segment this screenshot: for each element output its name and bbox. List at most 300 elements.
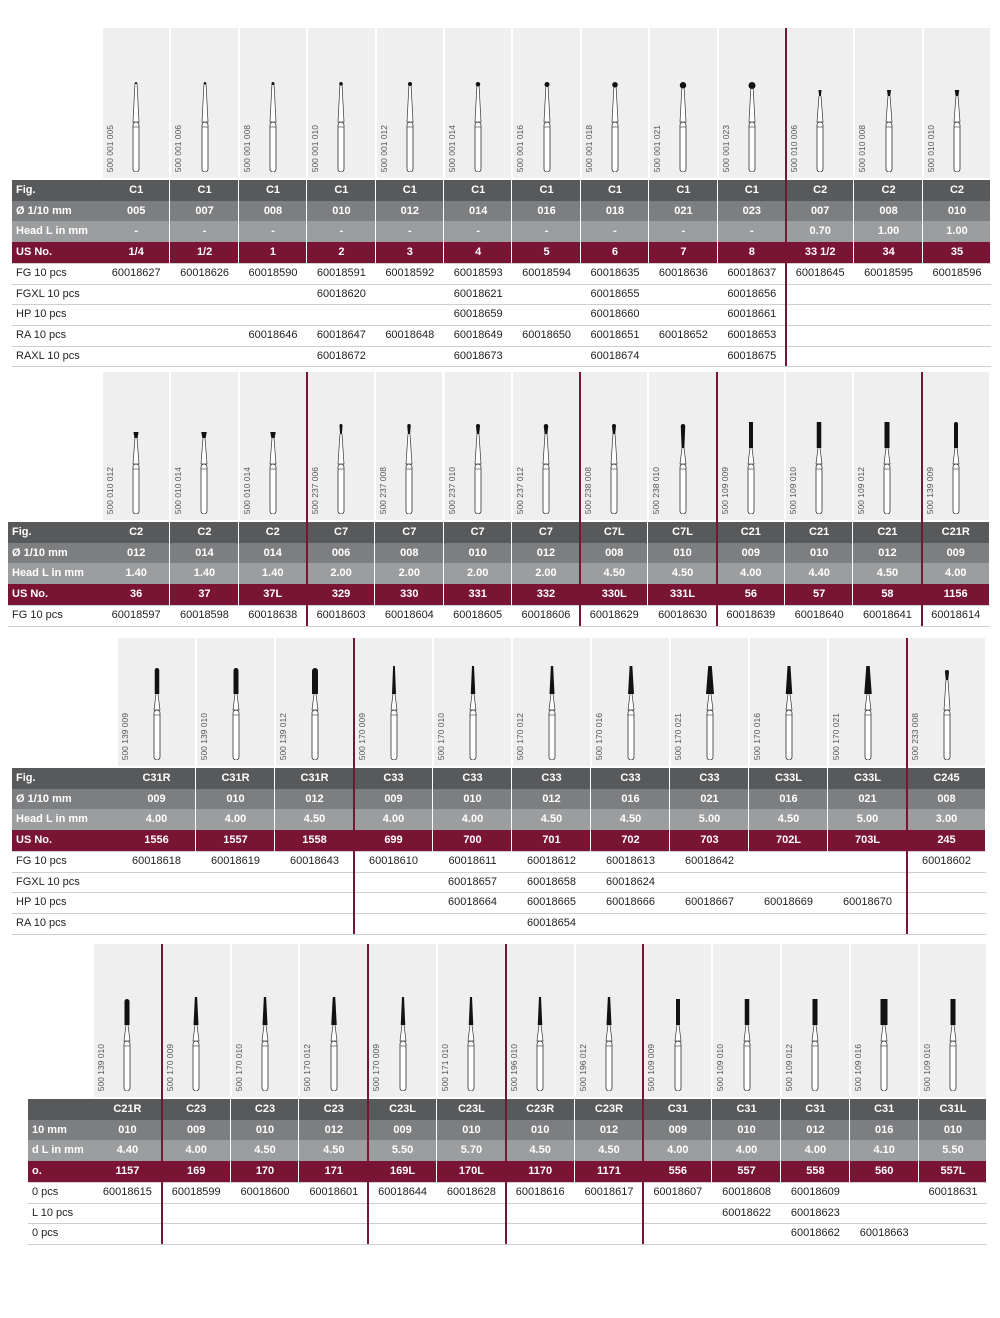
fig-value: C1	[607, 184, 623, 196]
fig-value: C33	[462, 772, 483, 784]
diameter-value: 008	[879, 204, 898, 217]
fig-label: Fig.	[16, 772, 36, 784]
fig-value: C7L	[603, 526, 625, 538]
diameter-value: 012	[599, 1123, 619, 1136]
article-number: 60018629	[589, 608, 639, 621]
article-number: 60018651	[590, 328, 640, 341]
product-column	[93, 944, 162, 1244]
bur-image	[445, 372, 511, 520]
package-label: RAXL 10 pcs	[16, 349, 80, 362]
article-number	[437, 1203, 506, 1224]
diameter-value: 010	[737, 1123, 756, 1136]
article-number	[907, 872, 986, 893]
diameter-value: 010	[255, 1123, 275, 1136]
bur-icon	[599, 971, 619, 1091]
article-code: 500 170 012	[302, 1043, 313, 1091]
us-number-value: 1556	[144, 834, 169, 847]
fig-value: C23L	[457, 1103, 485, 1115]
article-number: 60018618	[132, 854, 181, 867]
bur-image	[103, 372, 169, 520]
article-code: 500 170 021	[831, 712, 841, 760]
us-number-value: 700	[463, 834, 482, 847]
head-length-value: 5.50	[391, 1144, 414, 1157]
article-code: 500 170 016	[594, 712, 604, 760]
article-number: 60018654	[527, 916, 576, 929]
diameter-value: 016	[875, 1123, 894, 1136]
article-number	[670, 913, 749, 934]
head-length-value: -	[339, 225, 344, 238]
bur-image	[163, 944, 230, 1097]
article-number	[923, 346, 991, 367]
bur-icon	[468, 394, 488, 514]
us-number-value: 1/4	[128, 246, 144, 259]
head-length-label: Head L in mm	[12, 567, 84, 580]
article-number: 60018661	[727, 308, 777, 321]
package-label: FG 10 pcs	[16, 854, 67, 867]
bur-icon	[263, 52, 283, 172]
article-number	[828, 913, 907, 934]
diameter-value: 014	[195, 546, 214, 559]
bur-icon	[186, 971, 206, 1091]
package-label: L 10 pcs	[32, 1206, 74, 1219]
article-number	[575, 1203, 644, 1224]
diameter-value: 014	[469, 204, 488, 217]
article-number: 60018636	[658, 266, 708, 279]
head-length-value: 5.00	[856, 813, 879, 826]
article-number	[919, 1203, 988, 1224]
head-length-value: 2.00	[398, 567, 421, 580]
fig-value: C31R	[221, 772, 250, 784]
article-number: 60018621	[453, 287, 503, 300]
bur-image	[308, 28, 374, 178]
package-label: HP 10 pcs	[16, 308, 67, 321]
bur-image	[103, 28, 169, 178]
article-number	[231, 1223, 300, 1244]
article-number: 60018624	[606, 875, 655, 888]
article-code: 500 170 012	[515, 712, 525, 760]
article-number	[437, 1223, 506, 1244]
us-number-value: 557L	[940, 1165, 966, 1178]
article-code: 500 109 009	[646, 1043, 657, 1091]
us-number-label: o.	[32, 1165, 42, 1178]
article-code: 500 109 012	[784, 1043, 794, 1091]
article-number: 60018660	[590, 308, 640, 321]
fig-value: C33	[620, 772, 641, 784]
bur-icon	[858, 640, 878, 760]
diameter-value: 012	[305, 792, 324, 805]
fig-label: Fig.	[16, 184, 36, 196]
us-number-value: 331	[468, 588, 487, 601]
bur-image	[240, 28, 306, 178]
article-number: 60018628	[446, 1185, 496, 1198]
bur-image	[649, 372, 715, 520]
article-number	[117, 892, 196, 913]
article-code: 500 001 006	[173, 124, 184, 172]
article-number: 60018610	[369, 854, 418, 867]
article-code: 500 010 014	[241, 466, 252, 514]
fig-value: C31L	[939, 1103, 967, 1115]
head-length-value: 4.50	[323, 1144, 345, 1157]
article-number: 60018596	[932, 266, 982, 279]
bur-image	[376, 372, 442, 520]
diameter-value: 010	[943, 1123, 963, 1136]
article-code: 500 010 012	[105, 466, 115, 514]
article-number: 60018656	[727, 287, 777, 300]
us-number-value: 331L	[670, 588, 696, 601]
diameter-value: 010	[118, 1123, 137, 1136]
product-column	[437, 944, 506, 1244]
fig-value: C31	[874, 1103, 895, 1115]
diameter-value: 008	[263, 204, 283, 217]
product-column	[117, 638, 196, 934]
product-column	[749, 638, 828, 934]
article-number: 60018648	[385, 328, 435, 341]
article-number: 60018602	[922, 854, 971, 867]
diameter-value: 012	[536, 546, 556, 559]
bur-icon	[384, 640, 404, 760]
article-number: 60018665	[527, 896, 576, 909]
article-number	[786, 284, 854, 305]
article-number: 60018644	[378, 1185, 428, 1198]
bur-image	[908, 638, 985, 766]
head-length-value: -	[271, 225, 275, 238]
bur-icon	[542, 640, 562, 760]
us-number-value: 1/2	[196, 246, 213, 259]
bur-image	[718, 372, 784, 520]
head-length-value: -	[202, 225, 207, 238]
article-number	[376, 346, 444, 367]
bur-icon	[147, 640, 167, 760]
article-number: 60018672	[316, 349, 366, 362]
fig-label: Fig.	[12, 526, 32, 538]
us-number-value: 560	[875, 1165, 894, 1178]
us-number-value: 330L	[601, 588, 627, 601]
us-number-value: 1557	[223, 834, 248, 847]
article-number: 60018657	[448, 875, 497, 888]
head-length-value: -	[134, 225, 139, 238]
article-code: 500 139 010	[96, 1043, 106, 1091]
head-length-value: -	[407, 225, 412, 238]
diameter-value: 010	[332, 204, 351, 217]
article-code: 500 233 008	[910, 712, 920, 760]
article-number: 60018604	[384, 608, 434, 621]
product-column	[170, 372, 238, 626]
us-number-value: 36	[130, 588, 143, 601]
product-column	[162, 944, 231, 1244]
article-number: 60018675	[727, 349, 777, 362]
article-number: 60018599	[171, 1185, 221, 1198]
article-number	[196, 872, 275, 893]
product-column	[580, 372, 648, 626]
us-number-value: 1156	[943, 588, 968, 601]
article-code: 500 170 009	[357, 712, 367, 760]
product-column	[712, 944, 781, 1244]
bur-image	[923, 372, 989, 520]
product-column	[718, 28, 786, 366]
head-length-value: 1.40	[193, 567, 216, 580]
bur-image	[854, 372, 920, 520]
article-number	[643, 1203, 712, 1224]
bur-icon	[400, 52, 420, 172]
article-number: 60018631	[928, 1185, 978, 1198]
product-column	[307, 28, 375, 366]
bur-image	[232, 944, 299, 1097]
article-number: 60018674	[590, 349, 640, 362]
us-number-value: 1558	[302, 834, 327, 847]
bur-icon	[937, 640, 957, 760]
article-number: 60018594	[522, 266, 572, 279]
diameter-value: 008	[400, 546, 419, 559]
us-number-value: 702	[621, 834, 640, 847]
head-length-value: 4.00	[224, 813, 247, 826]
article-number	[854, 284, 922, 305]
package-label: RA 10 pcs	[16, 328, 67, 341]
bur-icon	[810, 52, 830, 172]
article-number	[162, 1203, 231, 1224]
article-code: 500 001 016	[515, 124, 526, 172]
diameter-value: 021	[858, 792, 877, 805]
product-column	[512, 28, 580, 366]
diameter-label: Ø 1/10 mm	[16, 204, 72, 217]
article-number	[354, 913, 433, 934]
head-length-value: 4.50	[303, 813, 326, 826]
bur-icon	[604, 394, 624, 514]
head-length-label: d L in mm	[32, 1144, 84, 1157]
package-label: FG 10 pcs	[16, 266, 67, 279]
article-number: 60018669	[764, 896, 813, 909]
head-length-value: 5.50	[942, 1144, 964, 1157]
us-number-value: 34	[882, 246, 895, 259]
us-number-value: 556	[668, 1165, 687, 1178]
article-number	[170, 284, 238, 305]
article-number: 60018611	[448, 854, 497, 867]
fig-label	[28, 1099, 93, 1119]
diameter-value: 016	[779, 792, 798, 805]
package-label: 0 pcs	[32, 1185, 59, 1198]
package-label: FGXL 10 pcs	[16, 287, 80, 300]
article-number: 60018627	[111, 266, 161, 279]
head-length-value: 1.40	[125, 567, 147, 580]
article-number	[299, 1203, 368, 1224]
article-code: 500 170 009	[371, 1043, 382, 1091]
us-number-value: 170	[255, 1165, 275, 1178]
bur-image	[513, 372, 579, 520]
article-number	[786, 304, 854, 325]
bur-image	[576, 944, 643, 1097]
article-code: 500 170 021	[673, 712, 683, 760]
article-number: 60018630	[658, 608, 708, 621]
head-length-value: 1.40	[262, 567, 284, 580]
article-number	[376, 304, 444, 325]
us-number-value: 245	[937, 834, 956, 847]
diameter-value: 012	[542, 792, 561, 805]
product-column	[781, 944, 850, 1244]
article-number	[712, 1223, 781, 1244]
head-length-value: 4.50	[254, 1144, 276, 1157]
diameter-value: 012	[806, 1123, 825, 1136]
bur-image	[750, 638, 827, 766]
product-column	[717, 372, 785, 626]
article-number	[919, 1223, 988, 1244]
article-number: 60018635	[590, 266, 640, 279]
product-column	[444, 372, 512, 626]
product-column	[850, 944, 919, 1244]
article-number: 60018664	[448, 896, 497, 909]
bur-image	[369, 944, 436, 1097]
us-number-value: 35	[950, 246, 964, 259]
article-number	[102, 346, 170, 367]
diameter-value: 023	[742, 204, 761, 217]
row-divider	[12, 934, 986, 935]
bur-image	[118, 638, 195, 766]
fig-value: C2	[129, 526, 144, 538]
article-number: 60018646	[248, 328, 298, 341]
bur-icon	[126, 52, 146, 172]
us-number-value: 6	[611, 246, 619, 259]
us-number-value: 169	[187, 1165, 206, 1178]
article-number	[854, 325, 922, 346]
article-code: 500 196 012	[577, 1043, 588, 1091]
diameter-value: 014	[263, 546, 282, 559]
article-number	[102, 304, 170, 325]
diameter-value: 012	[126, 546, 146, 559]
bur-icon	[530, 971, 550, 1091]
bur-icon	[741, 394, 761, 514]
package-label: FGXL 10 pcs	[16, 875, 80, 888]
article-number: 60018600	[240, 1185, 290, 1198]
article-number	[307, 304, 375, 325]
us-number-value: 37L	[263, 588, 283, 601]
product-column	[907, 638, 986, 934]
us-number-value: 33 1/2	[804, 246, 836, 259]
bur-image	[94, 944, 161, 1097]
article-number	[376, 284, 444, 305]
bur-image	[240, 372, 306, 520]
product-column	[785, 372, 853, 626]
article-number: 60018608	[722, 1185, 772, 1198]
head-length-value: -	[476, 225, 481, 238]
diameter-value: 009	[668, 1123, 687, 1136]
package-label: FG 10 pcs	[12, 608, 63, 621]
article-number: 60018658	[527, 875, 576, 888]
bur-icon	[463, 640, 483, 760]
diameter-value: 009	[384, 792, 403, 805]
article-number	[907, 892, 986, 913]
bur-image	[851, 944, 918, 1097]
article-number: 60018597	[111, 608, 161, 621]
bur-image	[197, 638, 274, 766]
bur-image	[829, 638, 906, 766]
us-number-value: 558	[806, 1165, 825, 1178]
article-number: 60018617	[584, 1185, 634, 1198]
article-number: 60018667	[685, 896, 734, 909]
product-column	[506, 944, 575, 1244]
article-number	[923, 284, 991, 305]
article-number: 60018639	[726, 608, 776, 621]
head-length-value: 4.40	[116, 1144, 139, 1157]
product-column	[102, 28, 170, 366]
article-number: 60018641	[862, 608, 912, 621]
bur-image	[782, 944, 849, 1097]
bur-icon	[947, 52, 967, 172]
fig-value: C23R	[526, 1103, 555, 1115]
article-code: 500 109 009	[719, 466, 730, 514]
us-number-value: 1	[269, 246, 277, 259]
bur-image	[308, 372, 374, 520]
article-number	[749, 872, 828, 893]
article-code: 500 170 009	[164, 1043, 175, 1091]
article-number: 60018591	[316, 266, 366, 279]
article-code: 500 001 008	[241, 124, 252, 172]
bur-image	[582, 28, 648, 178]
table-section	[8, 372, 990, 628]
fig-value: C21R	[113, 1103, 142, 1115]
us-number-label: US No.	[16, 834, 53, 847]
head-length-value: 4.00	[185, 1144, 207, 1157]
head-length-value: 2.00	[535, 567, 557, 580]
bur-icon	[874, 971, 894, 1091]
us-number-value: 701	[542, 834, 561, 847]
fig-value: C1	[129, 184, 144, 196]
fig-value: C1	[539, 184, 554, 196]
us-number-value: 330	[400, 588, 419, 601]
us-number-value: 169L	[390, 1165, 416, 1178]
article-number	[512, 346, 580, 367]
product-column	[512, 638, 591, 934]
article-number: 60018612	[527, 854, 576, 867]
diameter-value: 009	[946, 546, 965, 559]
diameter-value: 008	[937, 792, 956, 805]
article-number	[670, 872, 749, 893]
product-column	[170, 28, 238, 366]
article-number	[239, 304, 307, 325]
head-length-label: Head L in mm	[16, 225, 88, 238]
product-column	[354, 638, 433, 934]
us-number-value: 2	[338, 246, 345, 259]
row-divider	[28, 1244, 987, 1245]
article-code: 500 139 009	[120, 712, 130, 760]
bur-icon	[737, 971, 757, 1091]
article-number	[506, 1223, 575, 1244]
product-column	[102, 372, 170, 626]
article-number	[196, 892, 275, 913]
bur-icon	[943, 971, 963, 1091]
article-code: 500 139 012	[278, 712, 288, 760]
article-code: 500 171 010	[440, 1043, 450, 1091]
bur-image	[276, 638, 353, 766]
head-length-value: 4.50	[671, 567, 694, 580]
head-length-value: 5.00	[698, 813, 721, 826]
diameter-value: 010	[809, 546, 829, 559]
article-code: 500 237 006	[309, 466, 320, 514]
bur-image	[719, 28, 785, 178]
bur-icon	[263, 394, 283, 514]
fig-value: C2	[197, 526, 212, 538]
article-number: 60018601	[309, 1185, 359, 1198]
diameter-value: 009	[187, 1123, 206, 1136]
bur-icon	[461, 971, 481, 1091]
table-section	[12, 28, 991, 368]
article-number	[854, 304, 922, 325]
fig-value: C31	[805, 1103, 826, 1115]
article-number: 60018650	[522, 328, 572, 341]
product-column	[375, 372, 443, 626]
column-divider	[986, 1099, 987, 1182]
fig-value: C7	[402, 526, 417, 538]
product-column	[786, 28, 854, 366]
diameter-value: 016	[537, 204, 556, 217]
head-length-value: 4.00	[735, 1144, 758, 1157]
